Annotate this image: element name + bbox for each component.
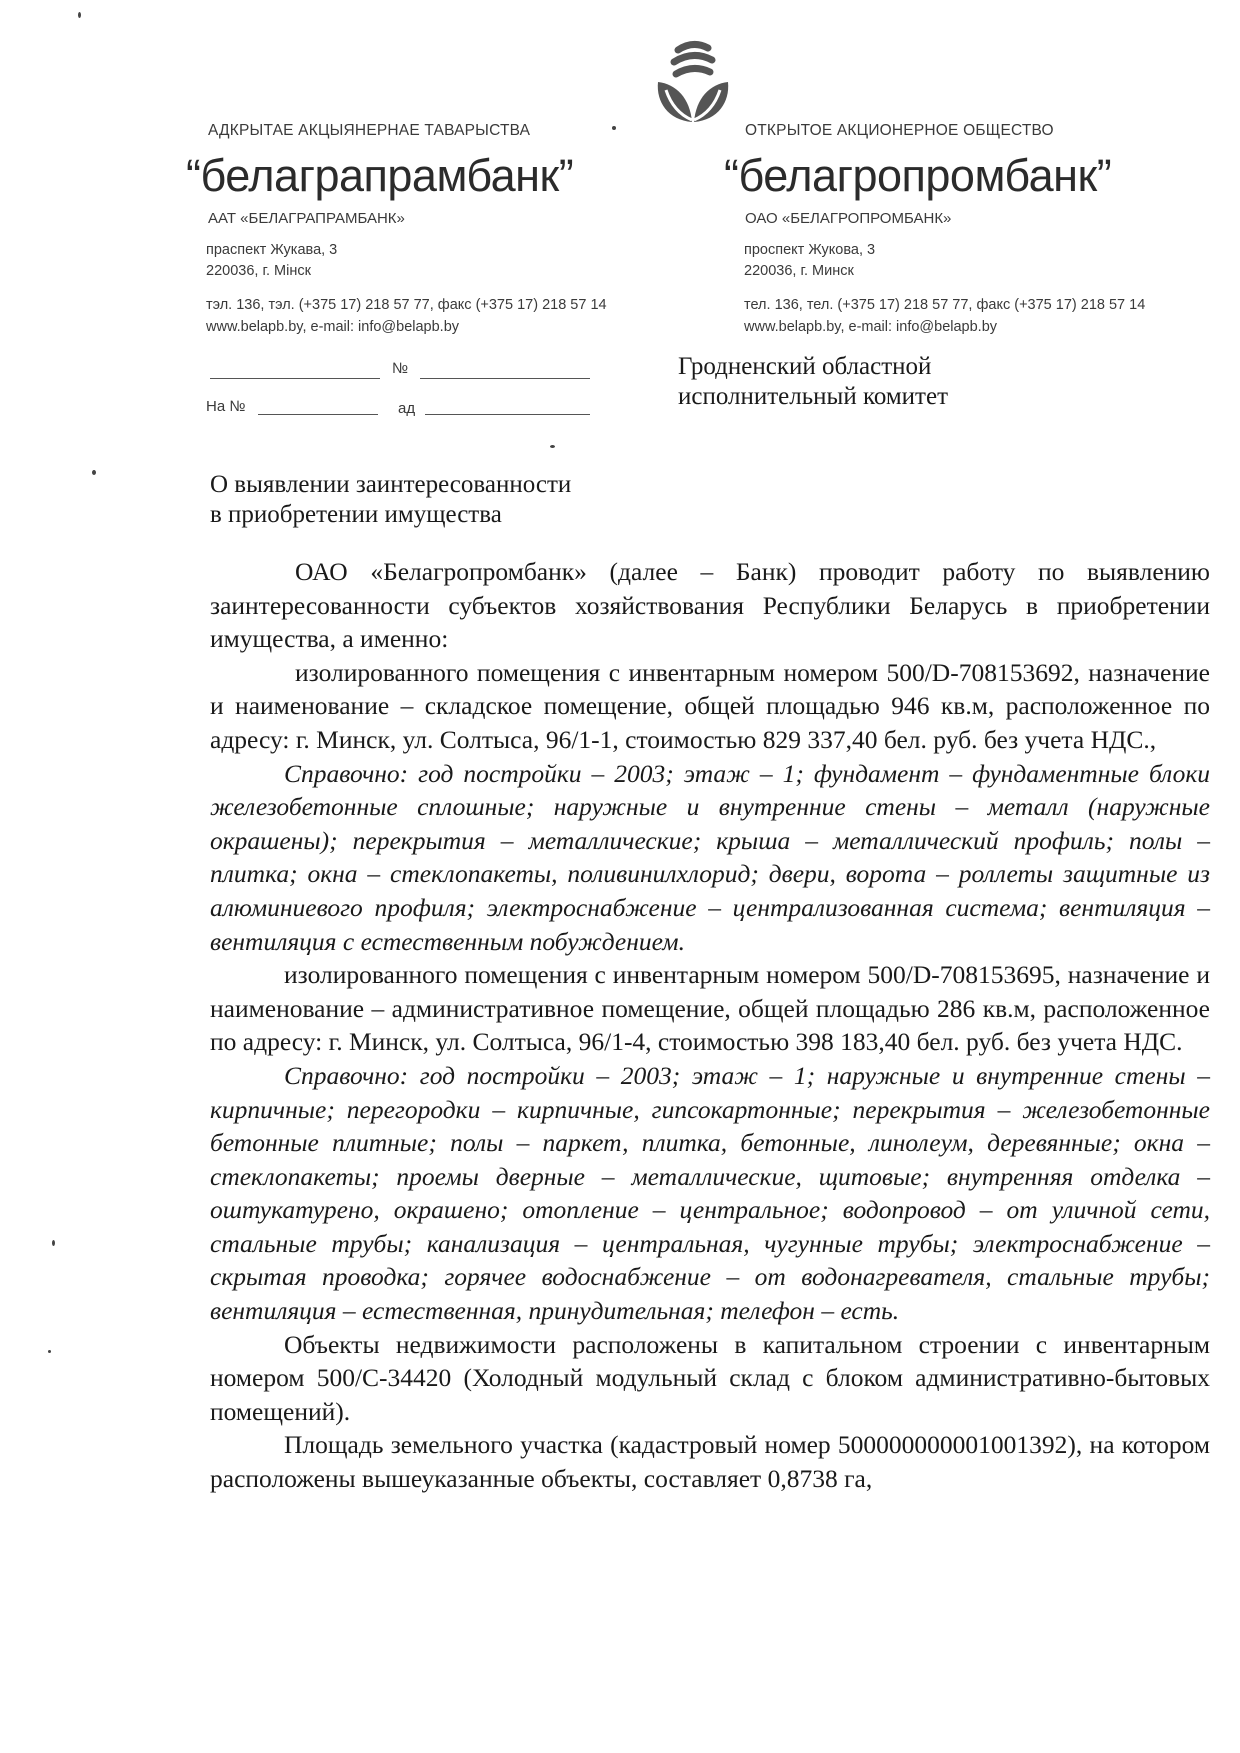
addressee-line1: Гродненский областной xyxy=(678,353,932,380)
outgoing-number-line xyxy=(420,378,590,379)
left-web: www.belapb.by, e-mail: info@belapb.by xyxy=(206,319,460,335)
body-paragraph-land: Площадь земельного участка (кадастровый номер 500000000001001392), на котором расположены вышеуказанные объекты, составляет 0,8738 га, xyxy=(210,1430,1210,1494)
right-abbr: ОАО «БЕЛАГРОПРОМБАНК» xyxy=(745,210,952,227)
outgoing-date-line xyxy=(210,378,380,379)
left-address-line1: праспект Жукава, 3 xyxy=(206,242,338,258)
body-paragraph-object-2: изолированного помещения с инвентарным номером 500/D-708153695, назначение и наименование – административное помещение, общей площадью 286 кв.м, расположенное по адресу: г. Минск, ул. Солтыса, 96/1-4, стоимостью 398 183,40 бел. руб. без учета НДС. xyxy=(210,960,1210,1057)
right-address-line1: проспект Жукова, 3 xyxy=(744,242,876,258)
reply-number-line xyxy=(258,414,378,415)
left-address-line2: 220036, г. Мінск xyxy=(206,263,311,279)
right-web: www.belapb.by, e-mail: info@belapb.by xyxy=(744,319,998,335)
bank-leaf-logo-icon xyxy=(648,36,738,126)
subject xyxy=(210,470,571,530)
right-org-type: ОТКРЫТОЕ АКЦИОНЕРНОЕ ОБЩЕСТВО xyxy=(745,122,1054,139)
left-org-type: АДКРЫТАЕ АКЦЫЯНЕРНАЕ ТАВАРЫСТВА xyxy=(208,122,531,139)
reply-date-line xyxy=(425,414,590,415)
right-brand: “белагропромбанк” xyxy=(724,150,1112,201)
scan-speck xyxy=(48,1350,51,1353)
body-paragraph-reference-2: Справочно: год постройки – 2003; этаж – 1; наружные и внутренние стены – кирпичные; перегородки – кирпичные, гипсокартонные; перекрытия – железобетонные бетонные плитные; полы – паркет, плитка, бетонные, линолеум, деревянные; окна – стеклопакеты; проемы дверные – металлические, щитовые; внутренняя отделка – оштукатурено, окрашено; отопление – центральное; водопровод – от уличной сети, стальные трубы; канализация – центральная, чугунные трубы; электроснабжение – скрытая проводка; горячее водоснабжение – от водонагревателя, стальные трубы; вентиляция – естественная, принудительная; телефон – есть. xyxy=(210,1060,1210,1326)
right-address-line2: 220036, г. Минск xyxy=(744,263,854,279)
left-brand: “белаграпрамбанк” xyxy=(186,150,574,201)
body-paragraph-building: Объекты недвижимости расположены в капитальном строении с инвентарным номером 500/С-34420 (Холодный модульный склад с блоком административно-бытовых помещений). xyxy=(210,1329,1210,1426)
left-abbr: ААТ «БЕЛАГРАПРАМБАНК» xyxy=(208,210,405,227)
reply-date-label: ад xyxy=(398,400,416,417)
subject-line1: О выявлении заинтересованности xyxy=(210,471,572,498)
scan-speck xyxy=(612,126,616,130)
scan-speck xyxy=(78,12,81,18)
addressee xyxy=(678,352,948,412)
addressee-line2: исполнительный комитет xyxy=(678,383,949,410)
scan-speck xyxy=(550,445,555,448)
left-phones: тэл. 136, тэл. (+375 17) 218 57 77, факс (+375 17) 218 57 14 xyxy=(206,297,607,313)
body-paragraph-reference-1: Справочно: год постройки – 2003; этаж – 1; фундамент – фундаментные блоки железобетонные сплошные; наружные и внутренние стены – металл (наружные окрашены); перекрытия – металлические; крыша – металлический профиль; полы – плитка; окна – стеклопакеты, поливинилхлорид; двери, ворота – роллеты защитные из алюминиевого профиля; электроснабжение – централизованная система; вентиляция – вентиляция с естественным побуждением. xyxy=(210,758,1210,956)
reply-number-label: На № xyxy=(206,398,246,415)
subject-line2: в приобретении имущества xyxy=(210,501,502,528)
number-label: № xyxy=(392,360,409,377)
body-paragraph-intro: ОАО «Белагропромбанк» (далее – Банк) проводит работу по выявлению заинтересованности субъектов хозяйствования Республики Беларусь в приобретении имущества, а именно: xyxy=(210,557,1210,654)
scan-speck xyxy=(52,1240,55,1246)
letter-body xyxy=(210,555,1210,1496)
scan-speck xyxy=(92,470,96,475)
body-paragraph-object-1: изолированного помещения с инвентарным номером 500/D-708153692, назначение и наименование – складское помещение, общей площадью 946 кв.м, расположенное по адресу: г. Минск, ул. Солтыса, 96/1-1, стоимостью 829 337,40 бел. руб. без учета НДС., xyxy=(210,657,1210,754)
right-phones: тел. 136, тел. (+375 17) 218 57 77, факс (+375 17) 218 57 14 xyxy=(744,297,1146,313)
